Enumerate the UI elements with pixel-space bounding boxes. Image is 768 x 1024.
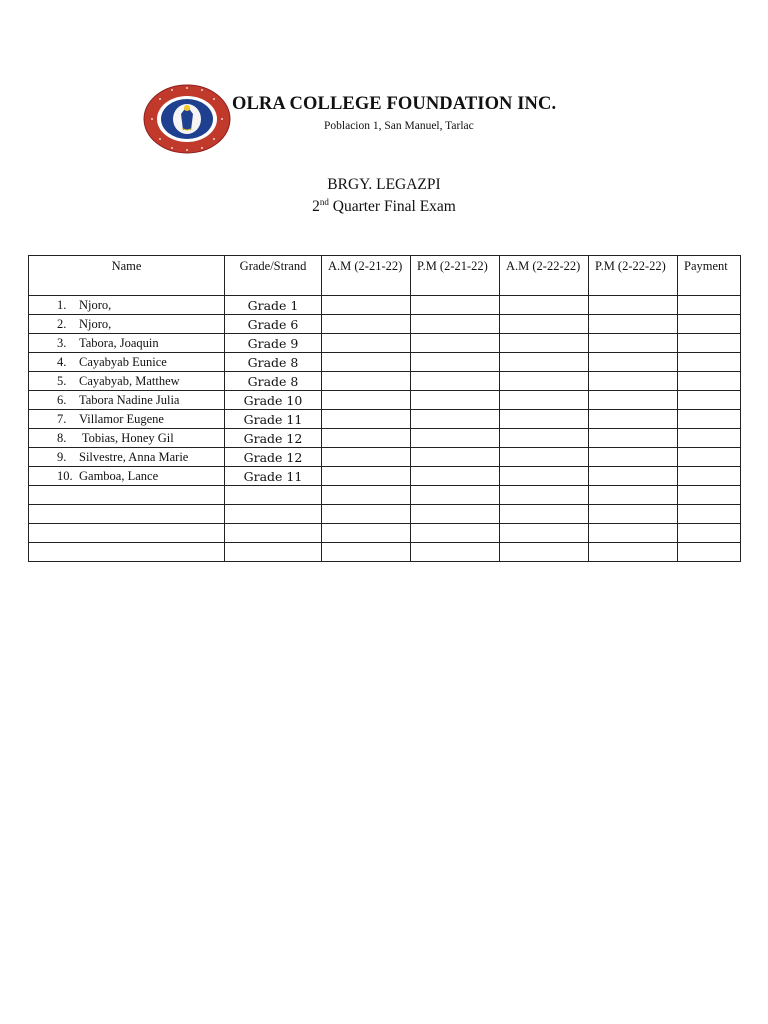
payment-cell bbox=[678, 353, 741, 372]
pm-2-22-cell bbox=[589, 467, 678, 486]
am-2-22-cell bbox=[500, 505, 589, 524]
grade-strand-cell: Grade 11 bbox=[225, 467, 322, 486]
pm-2-22-cell bbox=[589, 543, 678, 562]
table-row bbox=[29, 467, 741, 486]
payment-cell bbox=[678, 296, 741, 315]
pm-2-22-cell bbox=[589, 505, 678, 524]
table-row bbox=[29, 448, 741, 467]
row-number: 7. bbox=[57, 411, 67, 426]
pm-2-22-cell bbox=[589, 448, 678, 467]
am-2-21-cell bbox=[322, 467, 411, 486]
student-name-cell bbox=[29, 467, 225, 486]
pm-2-21-cell bbox=[411, 372, 500, 391]
am-2-21-cell bbox=[322, 372, 411, 391]
column-header-am-2-21: A.M (2-21-22) bbox=[322, 256, 411, 296]
pm-2-22-cell bbox=[589, 486, 678, 505]
table-header-row bbox=[29, 256, 741, 296]
am-2-22-cell bbox=[500, 391, 589, 410]
am-2-22-cell bbox=[500, 429, 589, 448]
grade-strand-cell: Grade 8 bbox=[225, 372, 322, 391]
pm-2-22-cell bbox=[589, 315, 678, 334]
pm-2-21-cell bbox=[411, 505, 500, 524]
payment-cell bbox=[678, 410, 741, 429]
payment-cell bbox=[678, 448, 741, 467]
row-number: 5. bbox=[57, 373, 67, 388]
olra-college-seal-logo bbox=[142, 84, 232, 154]
am-2-21-cell bbox=[322, 353, 411, 372]
payment-cell bbox=[678, 505, 741, 524]
grade-strand-cell: Grade 8 bbox=[225, 353, 322, 372]
pm-2-21-cell bbox=[411, 296, 500, 315]
pm-2-22-cell bbox=[589, 391, 678, 410]
pm-2-22-cell bbox=[589, 296, 678, 315]
student-name-cell bbox=[29, 429, 225, 448]
pm-2-21-cell bbox=[411, 315, 500, 334]
student-name: Tabora Nadine Julia bbox=[79, 392, 180, 407]
payment-cell bbox=[678, 372, 741, 391]
pm-2-21-cell bbox=[411, 448, 500, 467]
am-2-21-cell bbox=[322, 296, 411, 315]
am-2-21-cell bbox=[322, 334, 411, 353]
student-name-cell bbox=[29, 353, 225, 372]
table-row bbox=[29, 296, 741, 315]
payment-cell bbox=[678, 524, 741, 543]
payment-cell bbox=[678, 486, 741, 505]
column-header-payment: Payment bbox=[678, 256, 741, 296]
am-2-21-cell bbox=[322, 391, 411, 410]
attendance-table bbox=[28, 255, 741, 562]
pm-2-21-cell bbox=[411, 467, 500, 486]
organization-name: OLRA COLLEGE FOUNDATION INC. bbox=[232, 94, 557, 114]
student-name: Cayabyab Eunice bbox=[79, 354, 167, 369]
quarter-ordinal-suffix: nd bbox=[319, 196, 329, 207]
student-name-cell bbox=[29, 543, 225, 562]
pm-2-22-cell bbox=[589, 372, 678, 391]
am-2-22-cell bbox=[500, 467, 589, 486]
pm-2-21-cell bbox=[411, 524, 500, 543]
pm-2-22-cell bbox=[589, 410, 678, 429]
table-row bbox=[29, 524, 741, 543]
column-header-pm-2-21: P.M (2-21-22) bbox=[411, 256, 500, 296]
student-name-cell bbox=[29, 448, 225, 467]
table-row bbox=[29, 372, 741, 391]
student-name-cell bbox=[29, 505, 225, 524]
organization-address: Poblacion 1, San Manuel, Tarlac bbox=[324, 120, 474, 132]
student-name: Gamboa, Lance bbox=[79, 468, 159, 483]
grade-strand-cell bbox=[225, 524, 322, 543]
pm-2-22-cell bbox=[589, 429, 678, 448]
am-2-22-cell bbox=[500, 448, 589, 467]
column-header-pm-2-22: P.M (2-22-22) bbox=[589, 256, 678, 296]
row-number: 4. bbox=[57, 354, 67, 369]
student-name-cell bbox=[29, 372, 225, 391]
pm-2-22-cell bbox=[589, 353, 678, 372]
am-2-22-cell bbox=[500, 372, 589, 391]
row-number: 1. bbox=[57, 297, 67, 312]
am-2-21-cell bbox=[322, 524, 411, 543]
grade-strand-cell: Grade 11 bbox=[225, 410, 322, 429]
payment-cell bbox=[678, 429, 741, 448]
row-number: 10. bbox=[57, 468, 73, 483]
table-row bbox=[29, 505, 741, 524]
am-2-21-cell bbox=[322, 505, 411, 524]
am-2-22-cell bbox=[500, 543, 589, 562]
grade-strand-cell: Grade 6 bbox=[225, 315, 322, 334]
grade-strand-cell bbox=[225, 505, 322, 524]
table-row bbox=[29, 543, 741, 562]
student-name-cell bbox=[29, 524, 225, 543]
table-row bbox=[29, 429, 741, 448]
row-number: 6. bbox=[57, 392, 67, 407]
row-number: 9. bbox=[57, 449, 67, 464]
am-2-22-cell bbox=[500, 296, 589, 315]
student-name-cell bbox=[29, 296, 225, 315]
pm-2-21-cell bbox=[411, 429, 500, 448]
am-2-22-cell bbox=[500, 315, 589, 334]
student-name-cell bbox=[29, 315, 225, 334]
pm-2-22-cell bbox=[589, 334, 678, 353]
table-body bbox=[29, 296, 741, 562]
grade-strand-cell: Grade 10 bbox=[225, 391, 322, 410]
am-2-21-cell bbox=[322, 543, 411, 562]
grade-strand-cell: Grade 1 bbox=[225, 296, 322, 315]
am-2-22-cell bbox=[500, 334, 589, 353]
column-header-am-2-22: A.M (2-22-22) bbox=[500, 256, 589, 296]
quarter-number: 2 bbox=[312, 198, 320, 215]
am-2-22-cell bbox=[500, 486, 589, 505]
table-row bbox=[29, 353, 741, 372]
am-2-21-cell bbox=[322, 315, 411, 334]
student-name: Njoro, bbox=[79, 316, 112, 331]
exam-name: Quarter Final Exam bbox=[332, 198, 456, 215]
student-name-cell bbox=[29, 334, 225, 353]
grade-strand-cell bbox=[225, 486, 322, 505]
am-2-21-cell bbox=[322, 410, 411, 429]
grade-strand-cell: Grade 12 bbox=[225, 429, 322, 448]
student-name: Tobias, Honey Gil bbox=[79, 430, 174, 445]
column-header-name: Name bbox=[29, 256, 225, 296]
student-name: Villamor Eugene bbox=[79, 411, 164, 426]
am-2-21-cell bbox=[322, 486, 411, 505]
payment-cell bbox=[678, 543, 741, 562]
student-name: Cayabyab, Matthew bbox=[79, 373, 180, 388]
pm-2-21-cell bbox=[411, 486, 500, 505]
row-number: 3. bbox=[57, 335, 67, 350]
row-number: 2. bbox=[57, 316, 67, 331]
am-2-21-cell bbox=[322, 429, 411, 448]
student-name-cell bbox=[29, 391, 225, 410]
payment-cell bbox=[678, 467, 741, 486]
table-row bbox=[29, 315, 741, 334]
pm-2-21-cell bbox=[411, 391, 500, 410]
table-row bbox=[29, 486, 741, 505]
grade-strand-cell: Grade 12 bbox=[225, 448, 322, 467]
exam-title bbox=[0, 198, 768, 216]
pm-2-21-cell bbox=[411, 543, 500, 562]
payment-cell bbox=[678, 334, 741, 353]
student-name-cell bbox=[29, 410, 225, 429]
table-row bbox=[29, 410, 741, 429]
student-name: Tabora, Joaquin bbox=[79, 335, 159, 350]
pm-2-22-cell bbox=[589, 524, 678, 543]
am-2-22-cell bbox=[500, 410, 589, 429]
grade-strand-cell: Grade 9 bbox=[225, 334, 322, 353]
grade-strand-cell bbox=[225, 543, 322, 562]
pm-2-21-cell bbox=[411, 334, 500, 353]
student-name-cell bbox=[29, 486, 225, 505]
student-name: Njoro, bbox=[79, 297, 112, 312]
payment-cell bbox=[678, 391, 741, 410]
pm-2-21-cell bbox=[411, 353, 500, 372]
am-2-22-cell bbox=[500, 353, 589, 372]
pm-2-21-cell bbox=[411, 410, 500, 429]
column-header-grade-strand: Grade/Strand bbox=[225, 256, 322, 296]
table-row bbox=[29, 334, 741, 353]
student-name: Silvestre, Anna Marie bbox=[79, 449, 189, 464]
row-number: 8. bbox=[57, 430, 67, 445]
barangay-title: BRGY. LEGAZPI bbox=[327, 176, 441, 193]
payment-cell bbox=[678, 315, 741, 334]
table-row bbox=[29, 391, 741, 410]
am-2-21-cell bbox=[322, 448, 411, 467]
am-2-22-cell bbox=[500, 524, 589, 543]
